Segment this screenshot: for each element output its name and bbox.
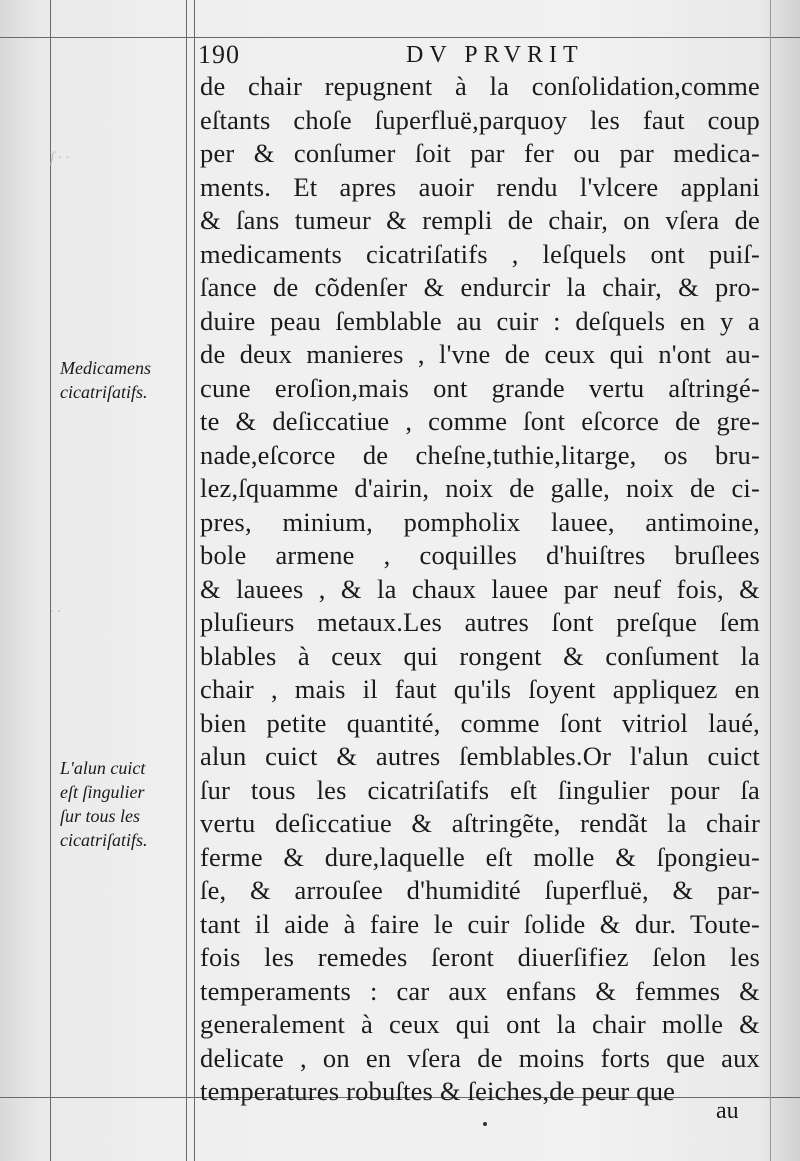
text-rule-left (194, 0, 195, 1161)
catchword: au (716, 1098, 739, 1124)
margin-note-line: Medicamens (60, 358, 151, 378)
text-line: temperatures robuſtes & ſeiches,de peur que (200, 1076, 676, 1106)
margin-rule-inner (186, 0, 187, 1161)
margin-rule-outer (50, 0, 51, 1161)
text-line: generalement à ceux qui ont la chair molle & (200, 1009, 760, 1039)
text-line: pres, minium, pompholix lauee, antimoine, (200, 506, 760, 537)
text-line: & lauees , & la chaux lauee par neuf fois, & (200, 573, 760, 604)
margin-note-line: cicatriſatifs. (60, 830, 148, 850)
page-header (198, 40, 758, 74)
text-line: de chair repugnent à la conſolidation,comme (200, 71, 760, 101)
text-line: medicaments cicatriſatifs , leſquels ont puiſ- (200, 238, 760, 269)
margin-note-alun (60, 756, 184, 852)
text-line: vertu deſiccatiue & aſtringẽte, rendãt la chair (200, 808, 760, 838)
text-line: cune eroſion,mais ont grande vertu aſtringé- (200, 372, 760, 403)
text-line: delicate , on en vſera de moins forts que aux (200, 1042, 760, 1073)
top-rule (0, 37, 800, 38)
text-line: ſe, & arrouſee d'humidité ſuperfluë, & par- (200, 875, 760, 905)
bleed-through-mark: ſ · · (50, 150, 70, 166)
text-line: ments. Et apres auoir rendu l'vlcere applani (200, 171, 760, 202)
text-line: nade,eſcorce de cheſne,tuthie,litarge, os bru- (200, 439, 760, 470)
text-line: bien petite quantité, comme ſont vitriol laué, (200, 707, 760, 738)
text-line: chair , mais il faut qu'ils ſoyent appliquez en (200, 674, 760, 704)
text-line: tant il aide à faire le cuir ſolide & dur. Toute- (200, 908, 760, 939)
text-line: ſur tous les cicatriſatifs eſt ſingulier pour ſa (200, 774, 760, 805)
text-line: alun cuict & autres ſemblables.Or l'alun cuict (200, 741, 760, 771)
text-line: blables à ceux qui rongent & conſument la (200, 640, 760, 671)
text-line: de deux manieres , l'vne de ceux qui n'ont au- (200, 339, 760, 369)
text-line: per & conſumer ſoit par fer ou par medica- (200, 138, 760, 168)
text-line: te & deſiccatiue , comme ſont eſcorce de gre- (200, 406, 760, 436)
text-line: temperaments : car aux enfans & femmes & (200, 975, 760, 1006)
text-line: bole armene , coquilles d'huiſtres bruſlees (200, 540, 760, 570)
ink-dot (483, 1122, 487, 1126)
margin-note-line: L'alun cuict (60, 758, 146, 778)
right-edge-rule (770, 0, 771, 1161)
body-text (200, 70, 760, 1109)
text-line: duire peau ſemblable au cuir : deſquels en y a (200, 305, 760, 336)
margin-note-line: ſur tous les (60, 806, 141, 826)
bleed-through-mark: . . (50, 600, 62, 616)
margin-note-line: cicatriſatifs. (60, 382, 148, 402)
text-line: & ſans tumeur & rempli de chair, on vſera de (200, 205, 760, 235)
text-line: eſtants choſe ſuperfluë,parquoy les faut coup (200, 104, 760, 135)
text-line: fois les remedes ſeront diuerſifiez ſelon les (200, 942, 760, 972)
margin-note-medicamens (60, 356, 184, 404)
text-line: lez,ſquamme d'airin, noix de galle, noix de ci- (200, 473, 760, 503)
text-line: ferme & dure,laquelle eſt molle & ſpongieu- (200, 841, 760, 872)
text-line: ſance de cõdenſer & endurcir la chair, & pro- (200, 272, 760, 302)
running-title: DV PRVRIT (406, 42, 584, 68)
page-number: 190 (198, 40, 240, 69)
text-line: pluſieurs metaux.Les autres ſont preſque ſem (200, 607, 760, 637)
margin-note-line: eſt ſingulier (60, 782, 145, 802)
